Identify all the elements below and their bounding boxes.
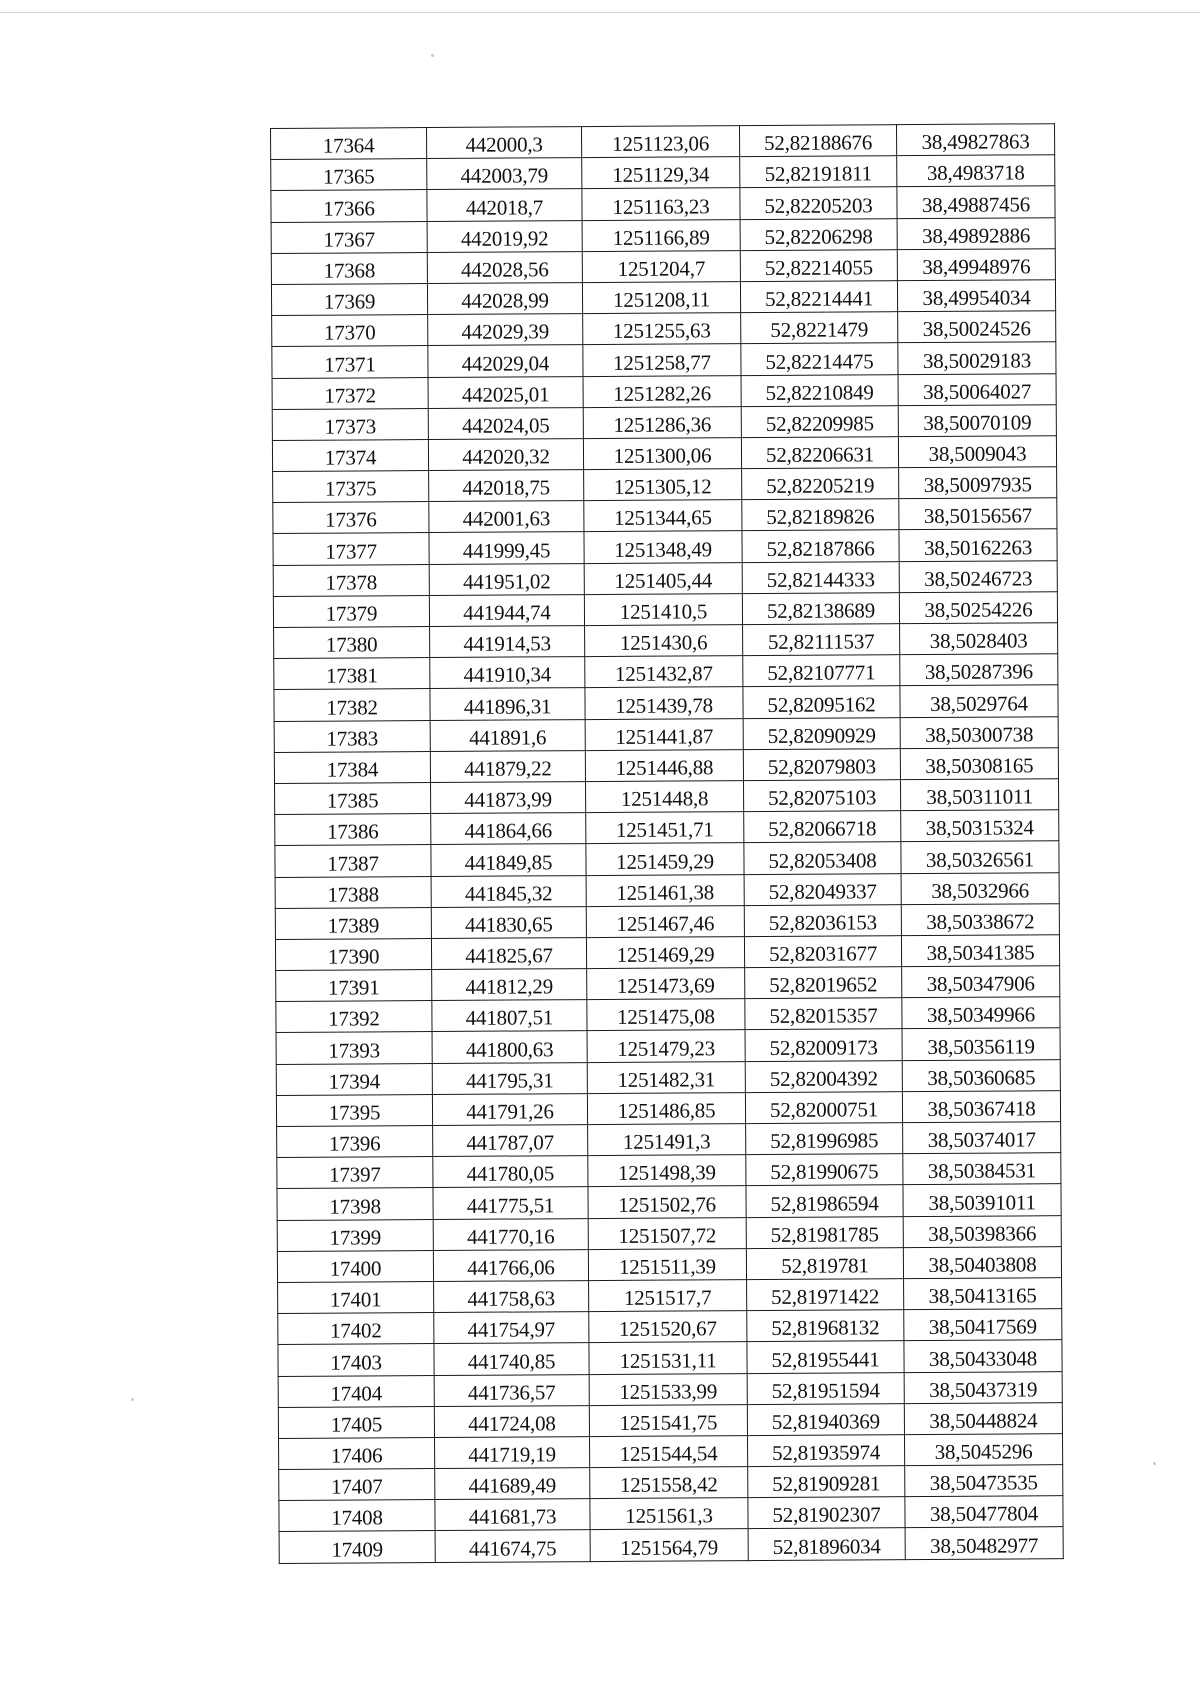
table-row: [274, 716, 1058, 752]
point-number-cell: 17380: [274, 627, 430, 659]
x-coordinate-cell: 441681,73: [435, 1499, 590, 1531]
table-row: [279, 1465, 1063, 1501]
table-row: [276, 1028, 1060, 1064]
longitude-cell: 38,50360685: [902, 1059, 1060, 1091]
longitude-cell: 38,50437319: [904, 1371, 1062, 1403]
x-coordinate-cell: 442003,79: [427, 158, 582, 190]
table-row: [277, 1153, 1061, 1189]
x-coordinate-cell: 441740,85: [434, 1343, 589, 1375]
x-coordinate-cell: 442029,04: [428, 345, 583, 377]
point-number-cell: 17377: [273, 533, 429, 565]
scan-speck: [1153, 1462, 1156, 1465]
x-coordinate-cell: 442028,56: [427, 251, 582, 283]
x-coordinate-cell: 441849,85: [431, 844, 586, 876]
y-coordinate-cell: 1251544,54: [589, 1435, 747, 1467]
table-row: [271, 280, 1055, 316]
y-coordinate-cell: 1251432,87: [585, 656, 743, 688]
latitude-cell: 52,82214475: [741, 343, 898, 375]
y-coordinate-cell: 1251459,29: [586, 843, 744, 875]
x-coordinate-cell: 441999,45: [429, 532, 584, 564]
y-coordinate-cell: 1251531,11: [589, 1342, 747, 1374]
longitude-cell: 38,50473535: [905, 1465, 1063, 1497]
x-coordinate-cell: 441780,05: [433, 1156, 588, 1188]
longitude-cell: 38,50347906: [902, 966, 1060, 998]
latitude-cell: 52,81909281: [748, 1466, 905, 1498]
latitude-cell: 52,82187866: [742, 530, 899, 562]
latitude-cell: 52,82111537: [743, 624, 900, 656]
x-coordinate-cell: 441787,07: [433, 1125, 588, 1157]
y-coordinate-cell: 1251410,5: [584, 593, 742, 625]
table-row: [273, 498, 1057, 534]
latitude-cell: 52,82214441: [740, 281, 897, 313]
table-row: [276, 1059, 1060, 1095]
longitude-cell: 38,50024526: [898, 311, 1056, 343]
longitude-cell: 38,50477804: [905, 1496, 1063, 1528]
point-number-cell: 17368: [271, 252, 427, 284]
latitude-cell: 52,81896034: [748, 1528, 905, 1560]
x-coordinate-cell: 442028,99: [427, 283, 582, 315]
longitude-cell: 38,50374017: [903, 1122, 1061, 1154]
x-coordinate-cell: 441896,31: [430, 688, 585, 720]
point-number-cell: 17390: [275, 938, 431, 970]
point-number-cell: 17383: [274, 720, 430, 752]
latitude-cell: 52,82079803: [743, 748, 900, 780]
point-number-cell: 17374: [272, 439, 428, 471]
longitude-cell: 38,50311011: [900, 779, 1058, 811]
point-number-cell: 17370: [272, 315, 428, 347]
y-coordinate-cell: 1251467,46: [586, 905, 744, 937]
longitude-cell: 38,50254226: [899, 592, 1057, 624]
latitude-cell: 52,82209985: [741, 405, 898, 437]
point-number-cell: 17382: [274, 689, 430, 721]
y-coordinate-cell: 1251517,7: [589, 1280, 747, 1312]
longitude-cell: 38,49892886: [897, 217, 1055, 249]
table-row: [271, 124, 1055, 160]
x-coordinate-cell: 441879,22: [430, 750, 585, 782]
point-number-cell: 17394: [276, 1063, 432, 1095]
point-number-cell: 17397: [277, 1157, 433, 1189]
table-row: [272, 342, 1056, 378]
latitude-cell: 52,81986594: [746, 1185, 903, 1217]
y-coordinate-cell: 1251430,6: [585, 625, 743, 657]
table-row: [277, 1246, 1061, 1282]
latitude-cell: 52,819781: [746, 1247, 903, 1279]
x-coordinate-cell: 441758,63: [434, 1281, 589, 1313]
y-coordinate-cell: 1251486,85: [587, 1092, 745, 1124]
latitude-cell: 52,81971422: [747, 1279, 904, 1311]
latitude-cell: 52,81990675: [746, 1154, 903, 1186]
y-coordinate-cell: 1251163,23: [582, 188, 740, 220]
longitude-cell: 38,50308165: [900, 747, 1058, 779]
latitude-cell: 52,82210849: [741, 374, 898, 406]
table-row: [279, 1527, 1063, 1563]
latitude-cell: 52,81951594: [747, 1372, 904, 1404]
scan-speck: [131, 1398, 134, 1401]
longitude-cell: 38,5045296: [904, 1434, 1062, 1466]
point-number-cell: 17376: [273, 502, 429, 534]
x-coordinate-cell: 442020,32: [428, 438, 583, 470]
x-coordinate-cell: 441825,67: [431, 937, 586, 969]
table-row: [271, 186, 1055, 222]
table-row: [273, 529, 1057, 565]
point-number-cell: 17398: [277, 1188, 433, 1220]
point-number-cell: 17392: [276, 1001, 432, 1033]
point-number-cell: 17391: [276, 970, 432, 1002]
point-number-cell: 17409: [279, 1531, 435, 1563]
x-coordinate-cell: 441736,57: [434, 1374, 589, 1406]
y-coordinate-cell: 1251561,3: [590, 1498, 748, 1530]
longitude-cell: 38,50300738: [900, 716, 1058, 748]
point-number-cell: 17367: [271, 221, 427, 253]
table-row: [278, 1340, 1062, 1376]
longitude-cell: 38,50341385: [901, 935, 1059, 967]
y-coordinate-cell: 1251511,39: [588, 1248, 746, 1280]
latitude-cell: 52,82206631: [741, 437, 898, 469]
latitude-cell: 52,82075103: [743, 780, 900, 812]
latitude-cell: 52,82206298: [740, 218, 897, 250]
coordinates-table: [270, 123, 1064, 1563]
table-row: [275, 872, 1059, 908]
longitude-cell: 38,50287396: [900, 654, 1058, 686]
table-row: [274, 623, 1058, 659]
y-coordinate-cell: 1251469,29: [586, 936, 744, 968]
longitude-cell: 38,50384531: [903, 1153, 1061, 1185]
coordinates-table-body: [271, 124, 1064, 1563]
longitude-cell: 38,5009043: [898, 436, 1056, 468]
longitude-cell: 38,50070109: [898, 404, 1056, 436]
table-row: [279, 1434, 1063, 1470]
y-coordinate-cell: 1251204,7: [582, 250, 740, 282]
point-number-cell: 17395: [276, 1094, 432, 1126]
y-coordinate-cell: 1251439,78: [585, 687, 743, 719]
latitude-cell: 52,82214055: [740, 249, 897, 281]
y-coordinate-cell: 1251405,44: [584, 562, 742, 594]
table-row: [274, 747, 1058, 783]
latitude-cell: 52,82188676: [739, 125, 896, 157]
x-coordinate-cell: 441807,51: [432, 1000, 587, 1032]
table-row: [275, 903, 1059, 939]
table-row: [272, 373, 1056, 409]
latitude-cell: 52,81955441: [747, 1341, 904, 1373]
x-coordinate-cell: 441910,34: [430, 657, 585, 689]
point-number-cell: 17408: [279, 1500, 435, 1532]
latitude-cell: 52,82090929: [743, 717, 900, 749]
longitude-cell: 38,50391011: [903, 1184, 1061, 1216]
point-number-cell: 17371: [272, 346, 428, 378]
point-number-cell: 17386: [275, 814, 431, 846]
y-coordinate-cell: 1251533,99: [589, 1373, 747, 1405]
x-coordinate-cell: 442018,75: [429, 470, 584, 502]
y-coordinate-cell: 1251507,72: [588, 1217, 746, 1249]
point-number-cell: 17364: [271, 128, 427, 160]
longitude-cell: 38,50356119: [902, 1028, 1060, 1060]
x-coordinate-cell: 441724,08: [434, 1405, 589, 1437]
point-number-cell: 17387: [275, 845, 431, 877]
latitude-cell: 52,8221479: [741, 312, 898, 344]
table-row: [274, 685, 1058, 721]
x-coordinate-cell: 442025,01: [428, 376, 583, 408]
x-coordinate-cell: 441830,65: [431, 906, 586, 938]
y-coordinate-cell: 1251286,36: [583, 406, 741, 438]
y-coordinate-cell: 1251498,39: [588, 1155, 746, 1187]
longitude-cell: 38,50417569: [904, 1309, 1062, 1341]
longitude-cell: 38,50246723: [899, 560, 1057, 592]
y-coordinate-cell: 1251482,31: [587, 1061, 745, 1093]
point-number-cell: 17404: [278, 1375, 434, 1407]
longitude-cell: 38,50029183: [898, 342, 1056, 374]
latitude-cell: 52,82189826: [742, 499, 899, 531]
y-coordinate-cell: 1251300,06: [583, 438, 741, 470]
longitude-cell: 38,50482977: [905, 1527, 1063, 1559]
point-number-cell: 17372: [272, 377, 428, 409]
longitude-cell: 38,49827863: [896, 124, 1054, 156]
table-row: [271, 155, 1055, 191]
latitude-cell: 52,82107771: [743, 655, 900, 687]
table-row: [277, 1184, 1061, 1220]
table-row: [278, 1371, 1062, 1407]
latitude-cell: 52,81996985: [746, 1123, 903, 1155]
latitude-cell: 52,82000751: [745, 1091, 902, 1123]
y-coordinate-cell: 1251282,26: [583, 375, 741, 407]
table-row: [279, 1496, 1063, 1532]
table-row: [272, 436, 1056, 472]
point-number-cell: 17402: [278, 1313, 434, 1345]
latitude-cell: 52,81981785: [746, 1216, 903, 1248]
longitude-cell: 38,49948976: [897, 248, 1055, 280]
longitude-cell: 38,50398366: [903, 1215, 1061, 1247]
point-number-cell: 17403: [278, 1344, 434, 1376]
y-coordinate-cell: 1251502,76: [588, 1186, 746, 1218]
y-coordinate-cell: 1251348,49: [584, 531, 742, 563]
x-coordinate-cell: 442029,39: [428, 314, 583, 346]
longitude-cell: 38,50097935: [899, 467, 1057, 499]
point-number-cell: 17405: [278, 1406, 434, 1438]
x-coordinate-cell: 441795,31: [432, 1062, 587, 1094]
latitude-cell: 52,81902307: [748, 1497, 905, 1529]
table-row: [272, 311, 1056, 347]
point-number-cell: 17369: [271, 283, 427, 315]
point-number-cell: 17406: [279, 1437, 435, 1469]
point-number-cell: 17385: [275, 782, 431, 814]
table-row: [278, 1402, 1062, 1438]
point-number-cell: 17373: [272, 408, 428, 440]
longitude-cell: 38,50326561: [901, 841, 1059, 873]
x-coordinate-cell: 442024,05: [428, 407, 583, 439]
y-coordinate-cell: 1251558,42: [590, 1467, 748, 1499]
point-number-cell: 17399: [277, 1219, 433, 1251]
scan-speck: [431, 54, 434, 57]
table-row: [276, 966, 1060, 1002]
y-coordinate-cell: 1251475,08: [587, 999, 745, 1031]
x-coordinate-cell: 441864,66: [431, 813, 586, 845]
y-coordinate-cell: 1251129,34: [582, 157, 740, 189]
latitude-cell: 52,82205203: [740, 187, 897, 219]
x-coordinate-cell: 441689,49: [435, 1468, 590, 1500]
latitude-cell: 52,82049337: [744, 873, 901, 905]
latitude-cell: 52,81968132: [747, 1310, 904, 1342]
longitude-cell: 38,50367418: [902, 1091, 1060, 1123]
longitude-cell: 38,49887456: [897, 186, 1055, 218]
latitude-cell: 52,82015357: [745, 998, 902, 1030]
table-row: [275, 810, 1059, 846]
longitude-cell: 38,50156567: [899, 498, 1057, 530]
table-row: [278, 1278, 1062, 1314]
y-coordinate-cell: 1251441,87: [585, 718, 743, 750]
latitude-cell: 52,82066718: [744, 811, 901, 843]
table-row: [277, 1122, 1061, 1158]
x-coordinate-cell: 441674,75: [435, 1530, 590, 1562]
longitude-cell: 38,5029764: [900, 685, 1058, 717]
latitude-cell: 52,82009173: [745, 1029, 902, 1061]
latitude-cell: 52,81935974: [747, 1435, 904, 1467]
longitude-cell: 38,5028403: [900, 623, 1058, 655]
longitude-cell: 38,50433048: [904, 1340, 1062, 1372]
y-coordinate-cell: 1251520,67: [589, 1311, 747, 1343]
x-coordinate-cell: 441770,16: [433, 1218, 588, 1250]
table-row: [271, 217, 1055, 253]
y-coordinate-cell: 1251461,38: [586, 874, 744, 906]
table-row: [272, 404, 1056, 440]
y-coordinate-cell: 1251208,11: [582, 282, 740, 314]
point-number-cell: 17389: [275, 907, 431, 939]
x-coordinate-cell: 441914,53: [430, 626, 585, 658]
y-coordinate-cell: 1251451,71: [586, 812, 744, 844]
table-row: [275, 841, 1059, 877]
latitude-cell: 52,82144333: [742, 561, 899, 593]
table-row: [273, 560, 1057, 596]
table-row: [271, 248, 1055, 284]
point-number-cell: 17407: [279, 1469, 435, 1501]
y-coordinate-cell: 1251541,75: [589, 1404, 747, 1436]
x-coordinate-cell: 441791,26: [432, 1093, 587, 1125]
latitude-cell: 52,82036153: [744, 904, 901, 936]
x-coordinate-cell: 441951,02: [429, 563, 584, 595]
y-coordinate-cell: 1251305,12: [584, 469, 742, 501]
longitude-cell: 38,50403808: [903, 1246, 1061, 1278]
longitude-cell: 38,49954034: [897, 280, 1055, 312]
x-coordinate-cell: 441944,74: [429, 594, 584, 626]
table-row: [276, 1091, 1060, 1127]
latitude-cell: 52,82205219: [742, 468, 899, 500]
scan-edge-line: [0, 12, 1200, 13]
longitude-cell: 38,50349966: [902, 997, 1060, 1029]
point-number-cell: 17381: [274, 658, 430, 690]
x-coordinate-cell: 441775,51: [433, 1187, 588, 1219]
point-number-cell: 17400: [277, 1250, 433, 1282]
x-coordinate-cell: 441766,06: [433, 1249, 588, 1281]
x-coordinate-cell: 441845,32: [431, 875, 586, 907]
y-coordinate-cell: 1251491,3: [588, 1124, 746, 1156]
y-coordinate-cell: 1251473,69: [587, 968, 745, 1000]
point-number-cell: 17384: [274, 751, 430, 783]
table-row: [275, 935, 1059, 971]
y-coordinate-cell: 1251344,65: [584, 500, 742, 532]
table-row: [273, 592, 1057, 628]
y-coordinate-cell: 1251564,79: [590, 1529, 748, 1561]
x-coordinate-cell: 441873,99: [431, 782, 586, 814]
table-row: [274, 654, 1058, 690]
y-coordinate-cell: 1251166,89: [582, 219, 740, 251]
y-coordinate-cell: 1251479,23: [587, 1030, 745, 1062]
y-coordinate-cell: 1251448,8: [585, 781, 743, 813]
longitude-cell: 38,50413165: [904, 1278, 1062, 1310]
longitude-cell: 38,50315324: [901, 810, 1059, 842]
point-number-cell: 17375: [273, 471, 429, 503]
x-coordinate-cell: 442018,7: [427, 189, 582, 221]
latitude-cell: 52,82031677: [744, 936, 901, 968]
point-number-cell: 17366: [271, 190, 427, 222]
longitude-cell: 38,50338672: [901, 903, 1059, 935]
point-number-cell: 17378: [273, 564, 429, 596]
x-coordinate-cell: 441754,97: [434, 1312, 589, 1344]
table-row: [277, 1215, 1061, 1251]
latitude-cell: 52,82004392: [745, 1060, 902, 1092]
point-number-cell: 17401: [278, 1281, 434, 1313]
x-coordinate-cell: 441812,29: [432, 969, 587, 1001]
x-coordinate-cell: 441719,19: [435, 1436, 590, 1468]
point-number-cell: 17388: [275, 876, 431, 908]
latitude-cell: 52,81940369: [747, 1403, 904, 1435]
x-coordinate-cell: 441800,63: [432, 1031, 587, 1063]
point-number-cell: 17396: [277, 1126, 433, 1158]
table-row: [275, 779, 1059, 815]
y-coordinate-cell: 1251258,77: [583, 344, 741, 376]
longitude-cell: 38,50448824: [904, 1402, 1062, 1434]
longitude-cell: 38,50064027: [898, 373, 1056, 405]
y-coordinate-cell: 1251123,06: [581, 126, 739, 158]
table-row: [273, 467, 1057, 503]
y-coordinate-cell: 1251255,63: [583, 313, 741, 345]
y-coordinate-cell: 1251446,88: [585, 749, 743, 781]
point-number-cell: 17379: [273, 595, 429, 627]
x-coordinate-cell: 442001,63: [429, 501, 584, 533]
longitude-cell: 38,4983718: [897, 155, 1055, 187]
latitude-cell: 52,82191811: [740, 156, 897, 188]
table-row: [276, 997, 1060, 1033]
x-coordinate-cell: 441891,6: [430, 719, 585, 751]
x-coordinate-cell: 442019,92: [427, 220, 582, 252]
latitude-cell: 52,82095162: [743, 686, 900, 718]
point-number-cell: 17365: [271, 159, 427, 191]
table-row: [278, 1309, 1062, 1345]
longitude-cell: 38,5032966: [901, 872, 1059, 904]
x-coordinate-cell: 442000,3: [427, 127, 582, 159]
longitude-cell: 38,50162263: [899, 529, 1057, 561]
point-number-cell: 17393: [276, 1032, 432, 1064]
latitude-cell: 52,82019652: [745, 967, 902, 999]
latitude-cell: 52,82138689: [742, 592, 899, 624]
latitude-cell: 52,82053408: [744, 842, 901, 874]
